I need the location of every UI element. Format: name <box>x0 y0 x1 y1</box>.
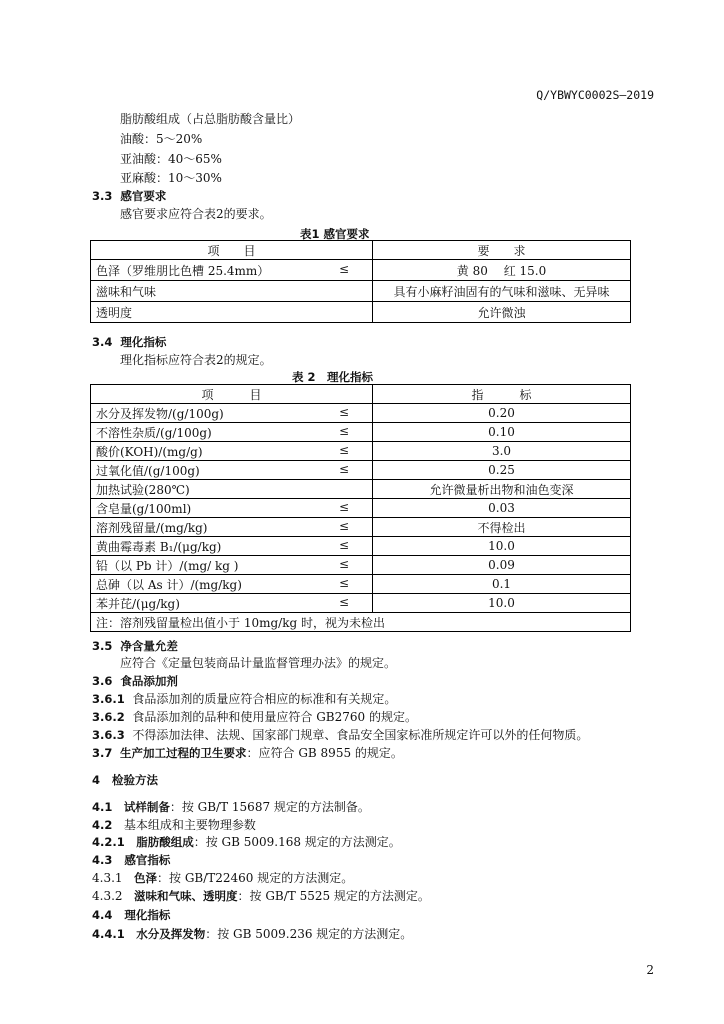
header-indicator: 指 标 <box>373 385 631 404</box>
section-4-3-1 <box>92 870 353 886</box>
section-number: 4.4.1 <box>92 927 125 941</box>
document-id: Q/YBWYC0002S—2019 <box>536 88 654 102</box>
table-2 <box>90 384 631 632</box>
row-item-cell <box>91 423 373 442</box>
section-title: 水分及挥发物 <box>136 927 206 941</box>
row-item-cell <box>91 575 373 594</box>
section-title: 食品添加剂 <box>120 674 178 688</box>
table-1 <box>90 240 631 323</box>
row-value: 允许微浊 <box>373 302 631 323</box>
fatty-acid-item: 亚麻酸：10～30% <box>120 171 222 185</box>
section-4-4-1 <box>92 926 412 942</box>
section-title: 试样制备 <box>123 800 170 814</box>
section-number: 3.5 <box>92 639 113 653</box>
section-number: 3.6.3 <box>92 728 125 742</box>
row-value: 0.03 <box>373 499 631 518</box>
section-title: 理化指标 <box>120 335 167 349</box>
row-value: 0.10 <box>373 423 631 442</box>
table-1-caption: 表1 感官要求 <box>300 227 370 241</box>
row-operator: ≤ <box>338 404 349 419</box>
section-title: 滋味和气味、透明度 <box>134 889 238 903</box>
section-text: ：按 GB 5009.236 规定的方法测定。 <box>205 927 413 941</box>
section-title: 检验方法 <box>112 773 159 787</box>
fatty-acid-item: 亚油酸：40～65% <box>120 152 222 166</box>
table-row <box>91 537 631 556</box>
section-number: 4.3 <box>92 853 113 867</box>
section-number: 3.6.2 <box>92 710 125 724</box>
section-title: 净含量允差 <box>120 639 178 653</box>
table-row <box>91 404 631 423</box>
table-note-row <box>91 613 631 632</box>
row-operator: ≤ <box>338 518 349 533</box>
row-value: 3.0 <box>373 442 631 461</box>
row-item: 过氧化值/(g/100g) <box>96 463 200 478</box>
row-value: 不得检出 <box>373 518 631 537</box>
table-2-caption: 表 2 理化指标 <box>292 370 374 384</box>
section-number: 3.7 <box>92 746 113 760</box>
table-header-row <box>91 385 631 404</box>
row-item: 加热试验(280℃) <box>96 482 190 497</box>
row-item: 透明度 <box>91 302 373 323</box>
section-text: ：按 GB/T22460 规定的方法测定。 <box>157 871 354 885</box>
section-title: 脂肪酸组成 <box>136 835 194 849</box>
header-requirement: 要 求 <box>373 241 631 260</box>
table-header-row <box>91 241 631 260</box>
row-item: 酸价(KOH)/(mg/g) <box>96 444 203 459</box>
row-item-cell <box>91 518 373 537</box>
row-value: 0.09 <box>373 556 631 575</box>
row-operator: ≤ <box>338 556 349 571</box>
row-value: 0.1 <box>373 575 631 594</box>
row-value: 具有小麻籽油固有的气味和滋味、无异味 <box>373 281 631 302</box>
section-title: 生产加工过程的卫生要求 <box>120 746 247 760</box>
section-3-6-1 <box>92 691 396 707</box>
table-row <box>91 281 631 302</box>
header-item: 项 目 <box>91 385 373 404</box>
section-number: 4.3.1 <box>92 871 123 885</box>
table-row <box>91 575 631 594</box>
section-number: 4.1 <box>92 800 113 814</box>
section-3-6-heading <box>92 673 178 689</box>
row-item-cell <box>91 442 373 461</box>
section-3-4-text: 理化指标应符合表2的规定。 <box>120 353 272 367</box>
row-operator: ≤ <box>338 575 349 590</box>
section-text: ：按 GB/T 15687 规定的方法制备。 <box>169 800 370 814</box>
section-number: 4.4 <box>92 908 113 922</box>
row-value: 黄 80 红 15.0 <box>373 260 631 281</box>
section-3-5-text: 应符合《定量包装商品计量监督管理办法》的规定。 <box>120 656 397 670</box>
row-item-cell <box>91 404 373 423</box>
page-number: 2 <box>646 963 654 977</box>
table-row <box>91 556 631 575</box>
section-title: 感官要求 <box>120 189 167 203</box>
table-row <box>91 423 631 442</box>
section-3-6-3 <box>92 727 588 743</box>
section-4-heading <box>92 772 158 788</box>
section-number: 3.3 <box>92 189 113 203</box>
table-row <box>91 442 631 461</box>
row-operator: ≤ <box>338 261 350 276</box>
row-item: 铅（以 Pb 计）/(mg/ kg ) <box>96 558 239 573</box>
row-item: 色泽（罗维朋比色槽 25.4mm） <box>96 263 270 278</box>
row-item-cell <box>91 537 373 556</box>
row-operator: ≤ <box>338 461 349 476</box>
section-text: 食品添加剂的质量应符合相应的标准和有关规定。 <box>132 692 397 706</box>
table-row <box>91 461 631 480</box>
table-row <box>91 480 631 499</box>
section-4-3-heading <box>92 852 170 868</box>
row-operator: ≤ <box>338 499 349 514</box>
row-value: 0.25 <box>373 461 631 480</box>
fatty-acid-item: 油酸：5～20% <box>120 132 203 146</box>
row-value: 0.20 <box>373 404 631 423</box>
table-row <box>91 260 631 281</box>
fatty-acid-title: 脂肪酸组成（占总脂肪酸含量比） <box>120 112 301 126</box>
header-item: 项 目 <box>91 241 373 260</box>
table-row <box>91 518 631 537</box>
row-item-cell <box>91 260 373 281</box>
section-title: 理化指标 <box>124 908 171 922</box>
section-3-3-heading <box>92 188 166 204</box>
section-3-3-text: 感官要求应符合表2的要求。 <box>120 207 272 221</box>
table-row <box>91 302 631 323</box>
row-item-cell <box>91 499 373 518</box>
table-row <box>91 594 631 613</box>
section-3-7 <box>92 745 403 761</box>
section-3-4-heading <box>92 334 166 350</box>
row-item: 含皂量(g/100ml) <box>96 501 192 516</box>
row-item-cell <box>91 556 373 575</box>
section-number: 4.2.1 <box>92 835 125 849</box>
row-operator: ≤ <box>338 594 349 609</box>
row-item-cell <box>91 594 373 613</box>
section-4-1 <box>92 799 370 815</box>
section-text: 食品添加剂的品种和使用量应符合 GB2760 的规定。 <box>132 710 417 724</box>
section-3-5-heading <box>92 638 178 654</box>
row-operator: ≤ <box>338 423 349 438</box>
section-number: 3.6.1 <box>92 692 125 706</box>
section-number: 4.2 <box>92 818 113 832</box>
section-text: ：按 GB 5009.168 规定的方法测定。 <box>193 835 401 849</box>
section-4-3-2 <box>92 888 430 904</box>
row-operator: ≤ <box>338 537 349 552</box>
row-item: 滋味和气味 <box>91 281 373 302</box>
section-text: 基本组成和主要物理参数 <box>123 818 256 832</box>
row-value: 允许微量析出物和油色变深 <box>373 480 631 499</box>
table-note: 注：溶剂残留量检出值小于 10mg/kg 时，视为未检出 <box>91 613 631 632</box>
section-4-4-heading <box>92 907 170 923</box>
row-item-cell <box>91 480 373 499</box>
section-text: ：按 GB/T 5525 规定的方法测定。 <box>237 889 430 903</box>
row-item-cell <box>91 461 373 480</box>
section-number: 3.4 <box>92 335 113 349</box>
row-item: 水分及挥发物/(g/100g) <box>96 406 224 421</box>
section-3-6-2 <box>92 709 417 725</box>
section-text: 不得添加法律、法规、国家部门规章、食品安全国家标准所规定许可以外的任何物质。 <box>132 728 589 742</box>
section-number: 4 <box>92 773 101 787</box>
row-item: 黄曲霉毒素 B₁/(μg/kg) <box>96 539 222 554</box>
section-4-2 <box>92 817 256 833</box>
section-title: 色泽 <box>134 871 157 885</box>
row-item: 不溶性杂质/(g/100g) <box>96 425 212 440</box>
row-item: 总砷（以 As 计）/(mg/kg) <box>96 577 242 592</box>
row-value: 10.0 <box>373 537 631 556</box>
section-title: 感官指标 <box>124 853 171 867</box>
section-text: ：应符合 GB 8955 的规定。 <box>246 746 403 760</box>
section-number: 4.3.2 <box>92 889 123 903</box>
row-item: 苯并芘/(μg/kg) <box>96 596 180 611</box>
row-value: 10.0 <box>373 594 631 613</box>
section-number: 3.6 <box>92 674 113 688</box>
section-4-2-1 <box>92 834 401 850</box>
table-row <box>91 499 631 518</box>
row-item: 溶剂残留量/(mg/kg) <box>96 520 208 535</box>
row-operator: ≤ <box>338 442 349 457</box>
